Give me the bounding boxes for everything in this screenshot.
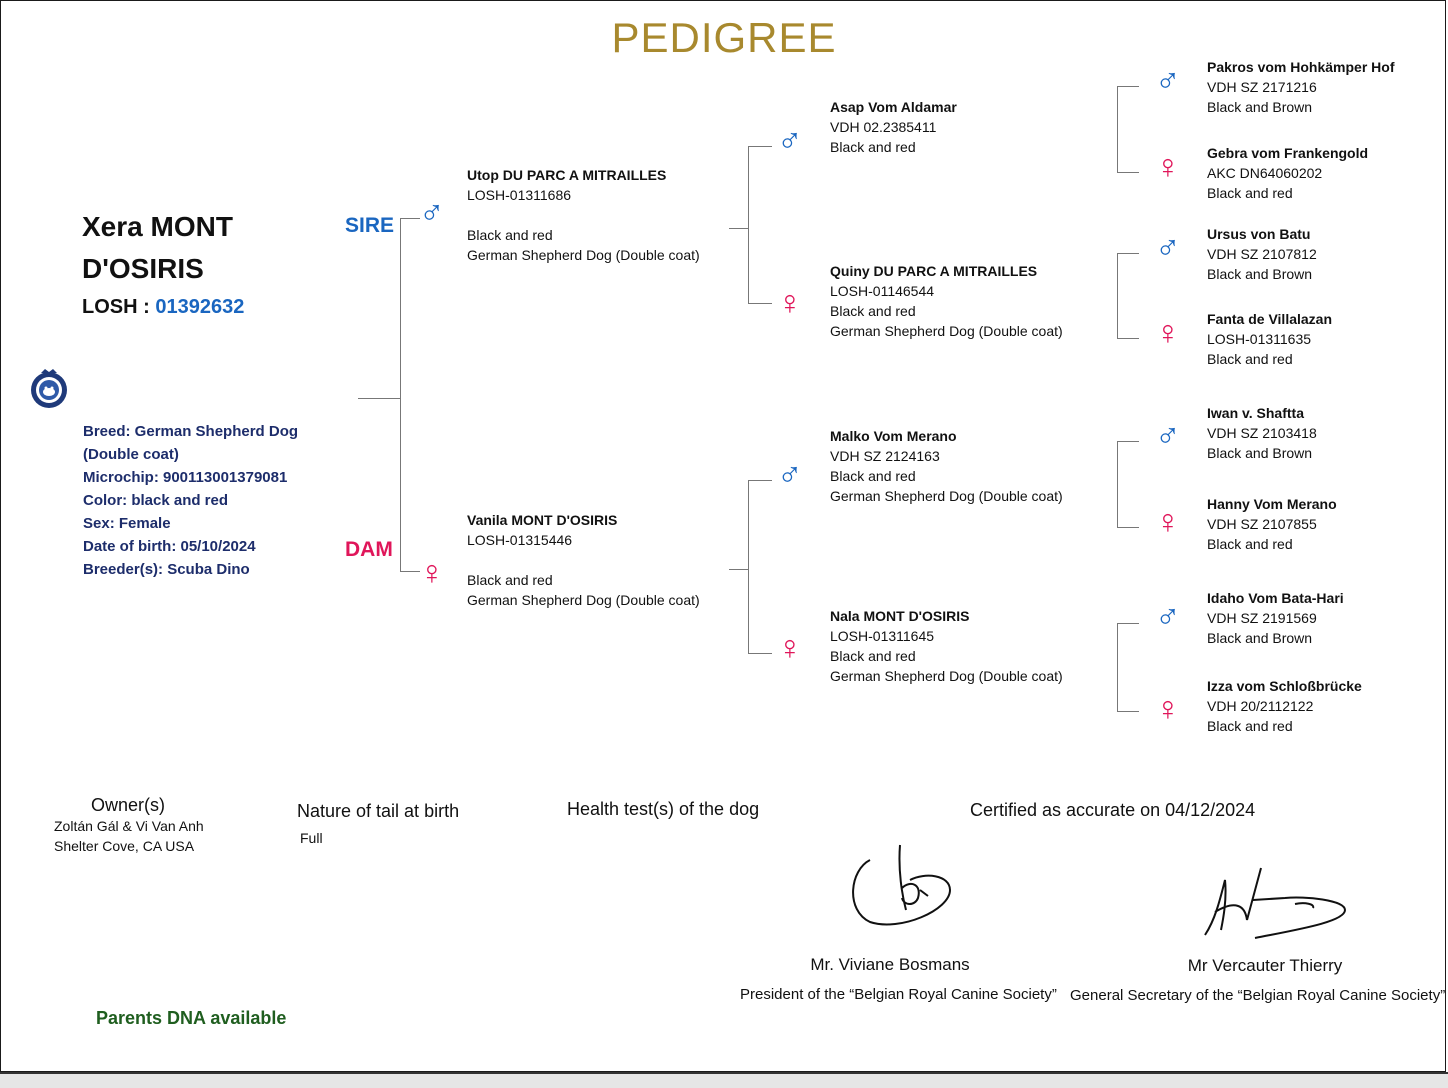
ggp-reg: VDH SZ 2191569	[1207, 610, 1317, 626]
connector	[748, 480, 749, 654]
connector	[729, 569, 749, 570]
great-grandparent-entry	[1207, 57, 1395, 117]
grandparent-breed: German Shepherd Dog (Double coat)	[830, 488, 1063, 504]
connector	[358, 398, 401, 399]
losh-number: 01392632	[155, 296, 245, 318]
connector	[400, 218, 401, 572]
ggp-color: Black and Brown	[1207, 630, 1313, 646]
connector	[1117, 711, 1139, 712]
connector	[748, 480, 772, 481]
owner-names: Zoltán Gál & Vi Van Anh	[54, 818, 204, 834]
ggp-color: Black and red	[1207, 718, 1293, 734]
breed-cont: (Double coat)	[83, 446, 179, 463]
dog-name	[82, 206, 322, 290]
dam-label: DAM	[345, 538, 393, 561]
dna-note: Parents DNA available	[96, 1008, 287, 1028]
grandparent-reg: LOSH-01146544	[830, 283, 935, 299]
date-of-birth: Date of birth: 05/10/2024	[83, 538, 256, 555]
ggp-name: Fanta de Villalazan	[1207, 311, 1333, 327]
ggp-color: Black and red	[1207, 351, 1293, 367]
tail-heading: Nature of tail at birth	[297, 801, 460, 821]
ggp-name: Hanny Vom Merano	[1207, 496, 1337, 512]
dam-color: Black and red	[467, 572, 553, 588]
microchip: Microchip: 900113001379081	[83, 469, 288, 486]
connector	[1117, 253, 1118, 339]
connector	[1117, 527, 1139, 528]
dog-info	[83, 420, 298, 581]
connector	[1117, 253, 1139, 254]
great-grandparent-entry	[1207, 224, 1317, 284]
connector	[400, 571, 420, 572]
grandparent-color: Black and red	[830, 303, 916, 319]
male-icon: ♂	[1155, 417, 1181, 455]
male-icon: ♂	[777, 122, 803, 160]
grandparent-name: Nala MONT D'OSIRIS	[830, 608, 970, 624]
connector	[1117, 338, 1139, 339]
grandparent-reg: VDH SZ 2124163	[830, 448, 940, 464]
great-grandparent-entry	[1207, 676, 1362, 736]
great-grandparent-entry	[1207, 494, 1337, 554]
ggp-name: Iwan v. Shaftta	[1207, 405, 1304, 421]
ggp-reg: VDH SZ 2107812	[1207, 246, 1317, 262]
sire-color: Black and red	[467, 227, 553, 243]
connector	[1117, 441, 1139, 442]
ggp-name: Izza vom Schloßbrücke	[1207, 678, 1362, 694]
sire-label: SIRE	[345, 214, 395, 237]
grandparent-entry	[830, 261, 1063, 341]
male-icon: ♂	[777, 456, 803, 494]
ggp-reg: LOSH-01311635	[1207, 331, 1312, 347]
health-heading: Health test(s) of the dog	[567, 799, 760, 819]
great-grandparent-entry	[1207, 143, 1368, 203]
breeder: Breeder(s): Scuba Dino	[83, 561, 250, 578]
connector	[748, 146, 749, 304]
sire-breed: German Shepherd Dog (Double coat)	[467, 247, 700, 263]
ggp-color: Black and red	[1207, 536, 1293, 552]
connector	[748, 653, 772, 654]
great-grandparent-entry	[1207, 403, 1317, 463]
breed: Breed: German Shepherd Dog	[83, 423, 299, 440]
connector	[748, 146, 772, 147]
dam-entry	[467, 510, 700, 610]
certified-text: Certified as accurate on 04/12/2024	[970, 800, 1256, 820]
grandparent-entry	[830, 97, 957, 157]
grandparent-color: Black and red	[830, 139, 916, 155]
losh-registration	[82, 296, 244, 319]
sire-entry	[467, 165, 700, 265]
ggp-reg: AKC DN64060202	[1207, 165, 1323, 181]
connector	[1117, 623, 1118, 712]
ggp-color: Black and red	[1207, 185, 1293, 201]
connector	[1117, 172, 1139, 173]
grandparent-name: Asap Vom Aldamar	[830, 99, 957, 115]
ggp-color: Black and Brown	[1207, 99, 1313, 115]
female-icon: ♀	[1155, 148, 1181, 186]
owner-address: Shelter Cove, CA USA	[54, 838, 195, 854]
female-icon: ♀	[777, 284, 803, 322]
dog-name-line2: D'OSIRIS	[82, 253, 204, 284]
losh-label: LOSH :	[82, 296, 156, 318]
ggp-reg: VDH SZ 2103418	[1207, 425, 1317, 441]
grandparent-reg: VDH 02.2385411	[830, 119, 937, 135]
connector	[748, 303, 772, 304]
connector	[1117, 441, 1118, 528]
grandparent-name: Quiny DU PARC A MITRAILLES	[830, 263, 1038, 279]
sire-name: Utop DU PARC A MITRAILLES	[467, 167, 667, 183]
male-icon: ♂	[1155, 598, 1181, 636]
color: Color: black and red	[83, 492, 229, 509]
owner-heading: Owner(s)	[91, 795, 166, 815]
female-icon: ♀	[1155, 314, 1181, 352]
connector	[729, 228, 749, 229]
ggp-name: Gebra vom Frankengold	[1207, 145, 1369, 161]
signer-2-name: Mr Vercauter Thierry	[1187, 956, 1343, 975]
grandparent-entry	[830, 606, 1063, 686]
ggp-reg: VDH SZ 2171216	[1207, 79, 1317, 95]
grandparent-color: Black and red	[830, 648, 916, 664]
sire-reg: LOSH-01311686	[467, 187, 572, 203]
female-icon: ♀	[1155, 690, 1181, 728]
grandparent-reg: LOSH-01311645	[830, 628, 935, 644]
page-title: PEDIGREE	[611, 14, 837, 61]
connector	[400, 218, 420, 219]
male-icon: ♂	[1155, 62, 1181, 100]
connector	[1117, 86, 1118, 173]
female-icon: ♀	[1155, 503, 1181, 541]
grandparent-entry	[830, 426, 1063, 506]
dog-name-line1: Xera MONT	[82, 211, 233, 242]
great-grandparent-entry	[1207, 588, 1344, 648]
signature-1	[840, 840, 960, 930]
dam-name: Vanila MONT D'OSIRIS	[467, 512, 618, 528]
grandparent-breed: German Shepherd Dog (Double coat)	[830, 323, 1063, 339]
signer-1-role: President of the “Belgian Royal Canine Society”	[740, 986, 1057, 1003]
sex: Sex: Female	[83, 515, 171, 532]
signature-2	[1195, 860, 1355, 950]
male-icon: ♂	[1155, 229, 1181, 267]
tail-value: Full	[300, 830, 323, 846]
grandparent-color: Black and red	[830, 468, 916, 484]
ggp-color: Black and Brown	[1207, 445, 1313, 461]
signer-1-name: Mr. Viviane Bosmans	[810, 955, 970, 974]
ggp-reg: VDH 20/2112122	[1207, 698, 1314, 714]
ggp-color: Black and Brown	[1207, 266, 1313, 282]
owner-block	[54, 816, 204, 856]
connector	[1117, 623, 1139, 624]
female-icon: ♀	[419, 554, 445, 592]
ggp-reg: VDH SZ 2107855	[1207, 516, 1317, 532]
ggp-name: Pakros vom Hohkämper Hof	[1207, 59, 1395, 75]
dam-breed: German Shepherd Dog (Double coat)	[467, 592, 700, 608]
connector	[1117, 86, 1139, 87]
society-logo-icon	[29, 367, 69, 411]
female-icon: ♀	[777, 629, 803, 667]
male-icon: ♂	[419, 194, 445, 232]
ggp-name: Idaho Vom Bata-Hari	[1207, 590, 1344, 606]
signer-2-role: General Secretary of the “Belgian Royal Canine Society”	[1070, 987, 1446, 1004]
dam-reg: LOSH-01315446	[467, 532, 573, 548]
ggp-name: Ursus von Batu	[1207, 226, 1311, 242]
great-grandparent-entry	[1207, 309, 1332, 369]
grandparent-name: Malko Vom Merano	[830, 428, 957, 444]
grandparent-breed: German Shepherd Dog (Double coat)	[830, 668, 1063, 684]
